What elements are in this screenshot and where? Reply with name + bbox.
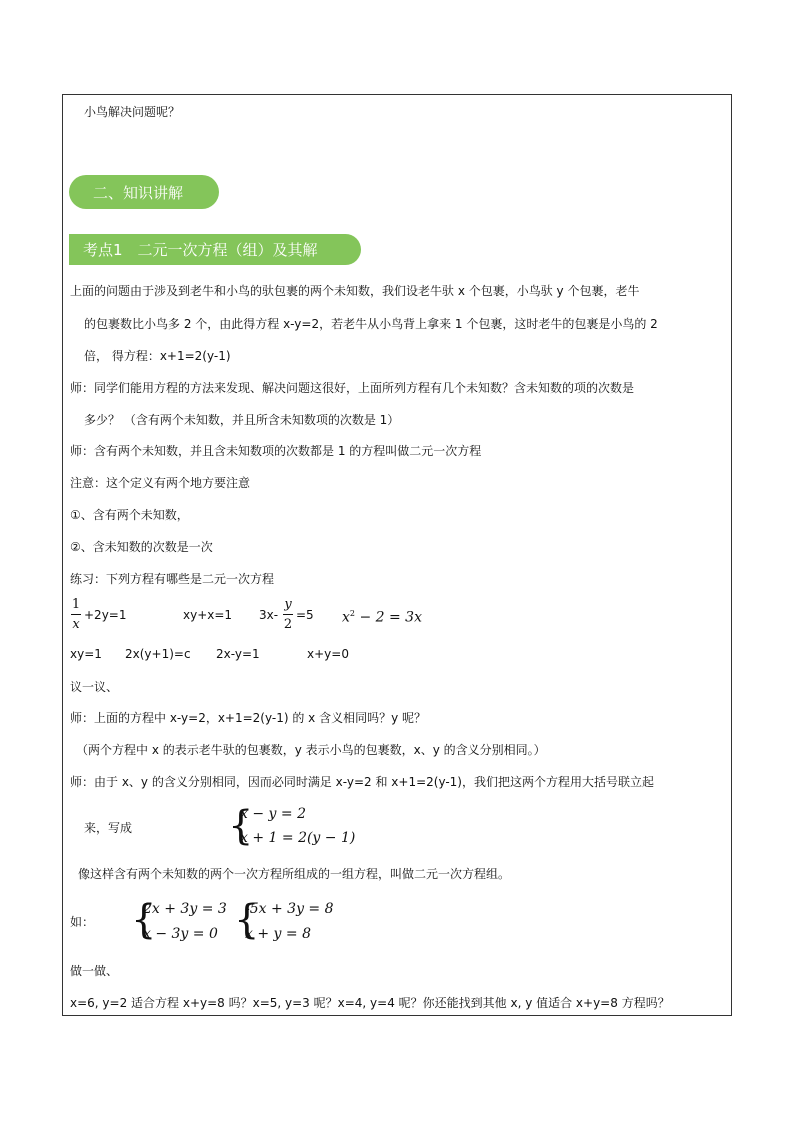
note-item-2: ②、含未知数的次数是一次 bbox=[70, 540, 213, 554]
intro-tail: 小鸟解决问题呢？ bbox=[84, 105, 181, 119]
eq-row2-c: 2x-y=1 bbox=[216, 647, 260, 661]
eq-row1-c-head: 3x- bbox=[259, 608, 279, 622]
discuss-text: 议一议、 bbox=[70, 680, 119, 694]
section-title: 二、知识讲解 bbox=[93, 183, 184, 202]
answer3-text: （两个方程中 x 的表示老牛驮的包裹数，y 表示小鸟的包裹数，x、y 的含义分别相同。） bbox=[76, 743, 546, 757]
eq-row1-d-tail: − 2 = 3x bbox=[355, 609, 422, 626]
teacher1-line1: 师：同学们能用方程的方法来发现、解决问题这很好，上面所列方程有几个未知数？含未知数的项的次数是 bbox=[70, 381, 635, 395]
eq-row1-c-tail: =5 bbox=[296, 608, 314, 622]
frac2-denominator: 2 bbox=[283, 617, 293, 632]
system1-brace: { bbox=[228, 803, 254, 849]
system1-eq1: x − y = 2 bbox=[240, 806, 306, 822]
teacher3-text: 师：上面的方程中 x-y=2，x+1=2(y-1) 的 x 含义相同吗？y 呢？ bbox=[70, 711, 426, 725]
system3-eq1: -5x + 3y = 8 bbox=[245, 901, 334, 917]
frac1-numerator: 1 bbox=[71, 597, 81, 612]
final-question: x=6, y=2 适合方程 x+y=8 吗？x=5, y=3 呢？x=4, y=4 呢？你还能找到其他 x, y 值适合 x+y=8 方程吗？ bbox=[70, 996, 670, 1010]
fraction-y-over-2 bbox=[283, 597, 293, 632]
note-text: 注意：这个定义有两个地方要注意 bbox=[70, 476, 251, 490]
topic-badge bbox=[69, 234, 361, 265]
eq-row1-d-base: x bbox=[342, 609, 350, 626]
definition-text: 像这样含有两个未知数的两个一次方程所组成的一组方程，叫做二元一次方程组。 bbox=[78, 867, 511, 881]
para1-line3: 倍， 得方程：x+1=2(y-1) bbox=[84, 349, 231, 363]
para1-line1: 上面的问题由于涉及到老牛和小鸟的驮包裹的两个未知数，我们设老牛驮 x 个包裹，小鸟驮 y 个包裹，老牛 bbox=[70, 284, 640, 298]
frac2-numerator: y bbox=[284, 597, 292, 612]
eq-row1-b: xy+x=1 bbox=[183, 608, 233, 622]
doit-text: 做一做、 bbox=[70, 964, 119, 978]
eq-row2-b: 2x(y+1)=c bbox=[125, 647, 191, 661]
note-item-1: ①、含有两个未知数， bbox=[70, 508, 189, 522]
eq-row1-d-exp: 2 bbox=[349, 609, 355, 618]
section-badge bbox=[69, 175, 219, 209]
para1-line2: 的包裹数比小鸟多 2 个，由此得方程 x-y=2，若老牛从小鸟背上拿来 1 个包裹，这时老牛的包裹是小鸟的 2 bbox=[84, 317, 658, 331]
eq-row2-a: xy=1 bbox=[70, 647, 102, 661]
eq-row2-d: x+y=0 bbox=[307, 647, 349, 661]
eq-row1-d bbox=[342, 606, 422, 626]
teacher1-line2: 多少？ （含有两个未知数，并且所含未知数项的次数是 1） bbox=[84, 413, 400, 427]
frac1-bar bbox=[71, 614, 81, 615]
teacher2-text: 师：含有两个未知数，并且含未知数项的次数都是 1 的方程叫做二元一次方程 bbox=[70, 444, 482, 458]
system3-brace: { bbox=[234, 897, 260, 943]
exercise-text: 练习：下列方程有哪些是二元一次方程 bbox=[70, 572, 275, 586]
example-label: 如： bbox=[70, 915, 95, 929]
system2-eq1: 2x + 3y = 3 bbox=[143, 901, 227, 917]
teacher4-line1: 师：由于 x、y 的含义分别相同，因而必同时满足 x-y=2 和 x+1=2(y-1)，我们把这两个方程用大括号联立起 bbox=[70, 775, 654, 789]
system2-brace: { bbox=[131, 897, 157, 943]
system3-eq2: x + y = 8 bbox=[245, 926, 311, 942]
system2-eq2: x − 3y = 0 bbox=[143, 926, 218, 942]
system1-eq2: x + 1 = 2(y − 1) bbox=[240, 830, 356, 846]
eq-row1-a-tail: +2y=1 bbox=[84, 608, 127, 622]
frac1-denominator: x bbox=[72, 617, 80, 632]
teacher4-line2: 来，写成 bbox=[84, 821, 133, 835]
fraction-1-over-x bbox=[71, 597, 81, 632]
topic-title: 考点1 二元一次方程（组）及其解 bbox=[83, 241, 318, 259]
frac2-bar bbox=[283, 614, 293, 615]
